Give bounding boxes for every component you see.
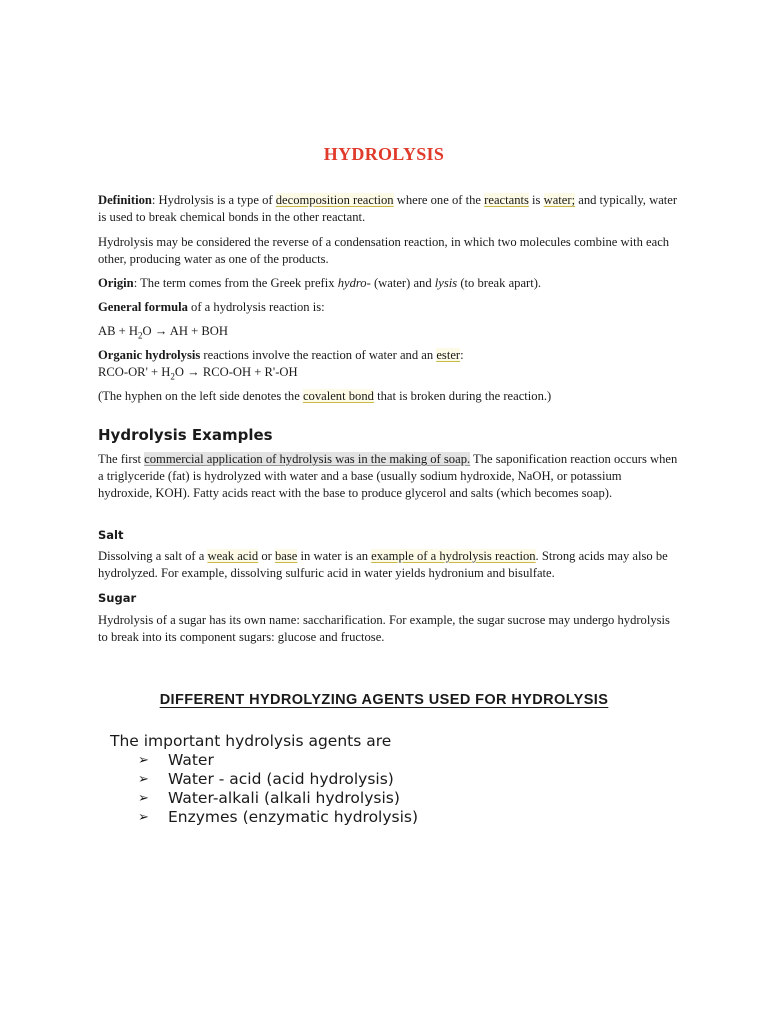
- soap-text: The first: [98, 452, 145, 466]
- definition-paragraph: [98, 192, 678, 226]
- agent-label: Water - acid (acid hydrolysis): [168, 770, 394, 788]
- formula2-part-b: O → RCO-OH + R'-OH: [174, 365, 298, 379]
- formula2-part-a: RCO-OR' + H: [98, 365, 171, 379]
- sugar-heading: Sugar: [98, 591, 137, 605]
- definition-label: Definition: [98, 193, 152, 207]
- agents-list: [138, 751, 418, 827]
- soap-highlight[interactable]: commercial application of hydrolysis was in the making of soap.: [144, 452, 471, 466]
- origin-paragraph: [98, 275, 678, 292]
- formula-line-1: [98, 323, 678, 340]
- hydrolysis-example-link[interactable]: example of a hydrolysis reaction: [371, 549, 536, 563]
- hydrolysis-examples-heading: Hydrolysis Examples: [98, 426, 273, 444]
- reactants-link[interactable]: reactants: [484, 193, 529, 207]
- definition-text: : Hydrolysis is a type of: [151, 193, 276, 207]
- reverse-paragraph-text: Hydrolysis may be considered the reverse of a condensation reaction, in which two molecules combine with each other, producing water as one of the products.: [98, 235, 670, 266]
- organic-hydrolysis-paragraph: [98, 347, 678, 381]
- reverse-paragraph: [98, 234, 678, 268]
- origin-text: : The term comes from the Greek prefix: [133, 276, 338, 290]
- hyphen-note-text-2: that is broken during the reaction.): [373, 389, 552, 403]
- salt-heading: Salt: [98, 528, 124, 542]
- origin-lysis: lysis: [434, 276, 458, 290]
- formula1-part-b: O → AH + BOH: [142, 324, 228, 338]
- definition-text-2: where one of the: [393, 193, 485, 207]
- agent-label: Water: [168, 751, 214, 769]
- origin-label: Origin: [98, 276, 134, 290]
- organic-hydrolysis-label: Organic hydrolysis: [98, 348, 201, 362]
- soap-text-2: The saponification reaction occurs when a triglyceride (fat) is hydrolyzed with water and a base (usually sodium hydroxide, NaOH, or potassium hydroxide, KOH). Fatty acids react with the base to produce glycerol and salts (which becomes soap).: [98, 452, 678, 500]
- formula1-part-a: AB + H: [98, 324, 138, 338]
- definition-text-4: and typically, water is used to break chemical bonds in the other reactant.: [98, 193, 678, 224]
- base-link[interactable]: base: [274, 549, 298, 563]
- agent-label: Enzymes (enzymatic hydrolysis): [168, 808, 419, 826]
- arrow-bullet-icon: ➢: [138, 753, 149, 768]
- sugar-paragraph-text: Hydrolysis of a sugar has its own name: saccharification. For example, the sugar sucrose may undergo hydrolysis to break into its component sugars: glucose and fructose.: [98, 613, 670, 644]
- salt-text-2: or: [258, 549, 275, 563]
- formula2-subscript: 2: [170, 371, 175, 382]
- soap-paragraph: [98, 451, 678, 502]
- general-formula-label: General formula: [98, 300, 188, 314]
- hyphen-note-paragraph: [98, 388, 678, 405]
- sugar-paragraph: [98, 612, 678, 646]
- formula1-subscript: 2: [138, 330, 143, 341]
- agents-intro: The important hydrolysis agents are: [110, 732, 392, 750]
- general-formula-text: of a hydrolysis reaction is:: [187, 300, 325, 314]
- definition-text-3: is: [528, 193, 544, 207]
- list-item: [138, 751, 418, 770]
- origin-text-2: (water) and: [370, 276, 435, 290]
- document-title: HYDROLYSIS: [323, 144, 445, 164]
- water-link[interactable]: water;: [543, 193, 576, 207]
- decomposition-reaction-link[interactable]: decomposition reaction: [275, 193, 394, 207]
- salt-paragraph: [98, 548, 678, 582]
- agent-label: Water-alkali (alkali hydrolysis): [168, 789, 400, 807]
- hydrolyzing-agents-heading: DIFFERENT HYDROLYZING AGENTS USED FOR HYDROLYSIS: [159, 692, 609, 708]
- organic-colon: :: [460, 348, 464, 362]
- ester-link[interactable]: ester: [436, 348, 461, 362]
- salt-text-3: in water is an: [297, 549, 372, 563]
- list-item: [138, 808, 418, 827]
- origin-text-3: (to break apart).: [457, 276, 542, 290]
- origin-hydro: hydro-: [337, 276, 371, 290]
- organic-text: reactions involve the reaction of water and an: [200, 348, 437, 362]
- list-item: [138, 770, 418, 789]
- arrow-bullet-icon: ➢: [138, 810, 149, 825]
- list-item: [138, 789, 418, 808]
- covalent-bond-link[interactable]: covalent bond: [302, 389, 374, 403]
- general-formula-paragraph: [98, 299, 678, 316]
- salt-text: Dissolving a salt of a: [98, 549, 208, 563]
- hyphen-note-text: (The hyphen on the left side denotes the: [98, 389, 303, 403]
- arrow-bullet-icon: ➢: [138, 791, 149, 806]
- weak-acid-link[interactable]: weak acid: [207, 549, 259, 563]
- arrow-bullet-icon: ➢: [138, 772, 149, 787]
- salt-text-4: . Strong acids may also be hydrolyzed. For example, dissolving sulfuric acid in water yields hydronium and bisulfate.: [98, 549, 668, 580]
